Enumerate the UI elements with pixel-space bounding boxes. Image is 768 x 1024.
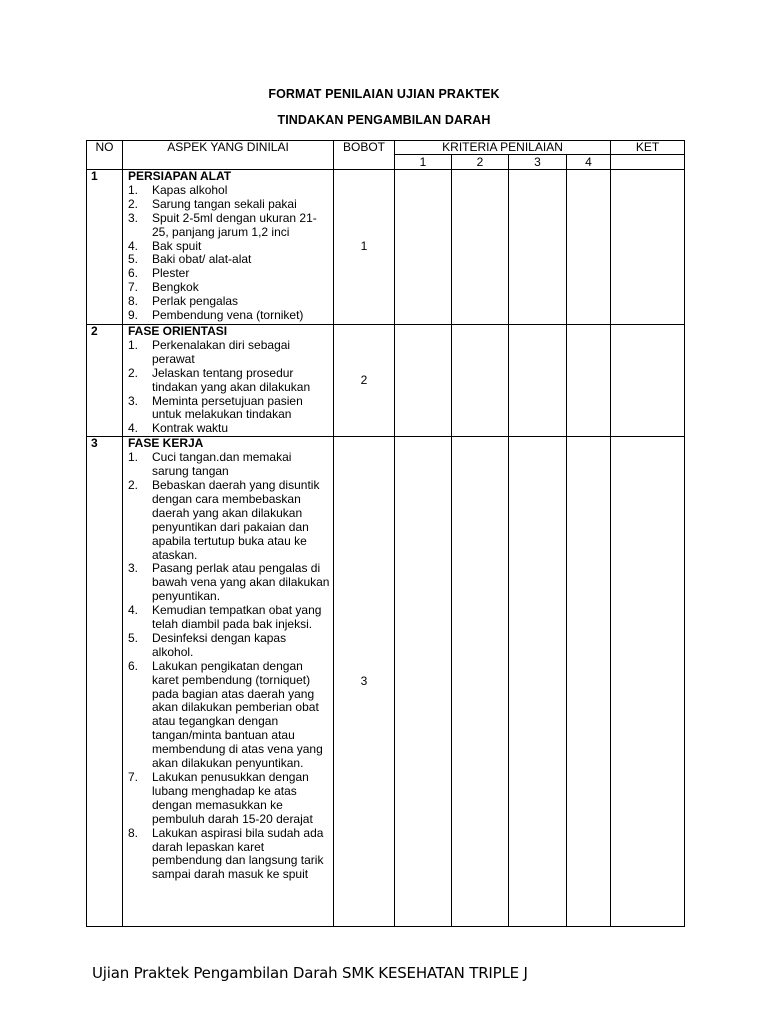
item-text: Jelaskan tentang prosedur tindakan yang akan dilakukan <box>152 365 311 394</box>
row-number: 2 <box>87 325 123 437</box>
list-item <box>128 604 330 632</box>
header-kriteria-2: 2 <box>452 155 509 170</box>
item-number: 7. <box>128 770 139 784</box>
item-number: 2. <box>128 196 139 211</box>
item-text: Bengkok <box>152 280 199 295</box>
list-item <box>128 422 330 436</box>
header-kriteria-4: 4 <box>567 155 611 170</box>
item-text: Kapas alkohol <box>152 182 228 197</box>
item-number: 7. <box>128 280 139 295</box>
score-cell-4 <box>567 325 611 437</box>
ket-cell <box>611 437 685 927</box>
item-text: Pembendung vena (torniket) <box>152 308 304 323</box>
item-number: 4. <box>128 421 139 436</box>
aspek-cell <box>123 325 334 437</box>
item-text: Meminta persetujuan pasien untuk melakukan tindakan <box>152 393 303 422</box>
item-text: Kontrak waktu <box>152 421 229 436</box>
score-cell-1 <box>395 437 452 927</box>
list-item <box>128 632 330 660</box>
list-item <box>128 479 330 562</box>
list-item <box>128 771 330 827</box>
item-number: 1. <box>128 450 139 465</box>
aspek-cell <box>123 437 334 927</box>
item-text: Pasang perlak atau pengalas di bawah vena yang akan dilakukan penyuntikan. <box>152 561 330 604</box>
item-number: 3. <box>128 561 139 576</box>
item-number: 2. <box>128 477 139 492</box>
table-body <box>87 170 685 927</box>
list-item <box>128 240 330 254</box>
table-row <box>87 437 685 927</box>
item-text: Perlak pengalas <box>152 294 239 309</box>
list-item <box>128 339 330 367</box>
score-cell-1 <box>395 170 452 325</box>
item-text: Kemudian tempatkan obat yang telah diambil pada bak injeksi. <box>152 603 322 632</box>
list-item <box>128 281 330 295</box>
row-number: 1 <box>87 170 123 325</box>
header-aspek: ASPEK YANG DINILAI <box>123 141 334 170</box>
header-ket: KET <box>611 141 685 155</box>
item-number: 6. <box>128 658 139 673</box>
row-number: 3 <box>87 437 123 927</box>
list-item <box>128 309 330 323</box>
score-cell-3 <box>509 325 567 437</box>
item-text: Sarung tangan sekali pakai <box>152 196 297 211</box>
list-item <box>128 184 330 198</box>
item-text: Bak spuit <box>152 238 202 253</box>
item-number: 4. <box>128 238 139 253</box>
header-kriteria: KRITERIA PENILAIAN <box>395 141 611 155</box>
section-title: PERSIAPAN ALAT <box>128 169 232 183</box>
item-text: Lakukan pengikatan dengan karet pembendung (torniquet) pada bagian atas daerah yang akan dilakukan pemberian obat atau tegangkan dengan tangan/minta bantuan atau membendung di atas vena yang akan dilakukan penyuntikan. <box>152 658 323 771</box>
list-item <box>128 827 330 883</box>
list-item <box>128 660 330 771</box>
item-number: 6. <box>128 266 139 281</box>
item-number: 3. <box>128 210 139 225</box>
list-item <box>128 198 330 212</box>
step-list <box>128 451 330 882</box>
header-kriteria-3: 3 <box>509 155 567 170</box>
item-text: Baki obat/ alat-alat <box>152 252 252 267</box>
item-text: Lakukan aspirasi bila sudah ada darah lepaskan karet pembendung dan langsung tarik sampai darah masuk ke spuit <box>152 825 324 882</box>
step-list <box>128 339 330 436</box>
list-item <box>128 395 330 423</box>
score-cell-1 <box>395 325 452 437</box>
bobot-value: 2 <box>334 325 395 437</box>
bobot-value: 3 <box>334 437 395 927</box>
section-title: FASE ORIENTASI <box>128 324 228 338</box>
item-text: Spuit 2-5ml dengan ukuran 21-25, panjang jarum 1,2 inci <box>152 210 317 239</box>
score-cell-2 <box>452 170 509 325</box>
score-cell-4 <box>567 170 611 325</box>
list-item <box>128 451 330 479</box>
ket-cell <box>611 325 685 437</box>
item-number: 5. <box>128 630 139 645</box>
list-item <box>128 295 330 309</box>
document-title: FORMAT PENILAIAN UJIAN PRAKTEK <box>268 87 500 101</box>
score-cell-3 <box>509 170 567 325</box>
header-bobot: BOBOT <box>334 141 395 170</box>
document-subtitle: TINDAKAN PENGAMBILAN DARAH <box>277 113 491 127</box>
score-cell-4 <box>567 437 611 927</box>
table-row <box>87 325 685 437</box>
item-text: Lakukan penusukkan dengan lubang menghadap ke atas dengan memasukkan ke pembuluh darah 15-20 derajat <box>152 770 313 826</box>
page-footer: Ujian Praktek Pengambilan Darah SMK KESEHATAN TRIPLE J <box>92 964 528 982</box>
item-number: 1. <box>128 337 139 352</box>
list-item <box>128 367 330 395</box>
item-number: 8. <box>128 825 139 840</box>
step-list <box>128 184 330 323</box>
item-text: Perkenalakan diri sebagai perawat <box>152 337 291 366</box>
header-kriteria-1: 1 <box>395 155 452 170</box>
item-number: 4. <box>128 603 139 618</box>
score-cell-2 <box>452 437 509 927</box>
ket-cell <box>611 170 685 325</box>
item-text: Plester <box>152 266 190 281</box>
section-title: FASE KERJA <box>128 436 204 451</box>
bobot-value: 1 <box>334 170 395 325</box>
header-ket-blank <box>611 155 685 170</box>
aspek-cell <box>123 170 334 325</box>
item-text: Desinfeksi dengan kapas alkohol. <box>152 630 287 659</box>
header-no: NO <box>87 141 123 170</box>
list-item <box>128 267 330 281</box>
item-number: 2. <box>128 365 139 380</box>
item-number: 5. <box>128 252 139 267</box>
item-number: 9. <box>128 308 139 323</box>
table-row <box>87 170 685 325</box>
list-item <box>128 253 330 267</box>
assessment-table <box>86 140 685 927</box>
item-number: 3. <box>128 393 139 408</box>
list-item <box>128 562 330 604</box>
item-text: Cuci tangan.dan memakai sarung tangan <box>152 450 292 479</box>
item-number: 1. <box>128 182 139 197</box>
score-cell-3 <box>509 437 567 927</box>
score-cell-2 <box>452 325 509 437</box>
item-text: Bebaskan daerah yang disuntik dengan cara membebaskan daerah yang akan dilakukan penyuntikan dari pakaian dan apabila tertutup buka atau ke ataskan. <box>152 477 320 562</box>
list-item <box>128 212 330 240</box>
item-number: 8. <box>128 294 139 309</box>
